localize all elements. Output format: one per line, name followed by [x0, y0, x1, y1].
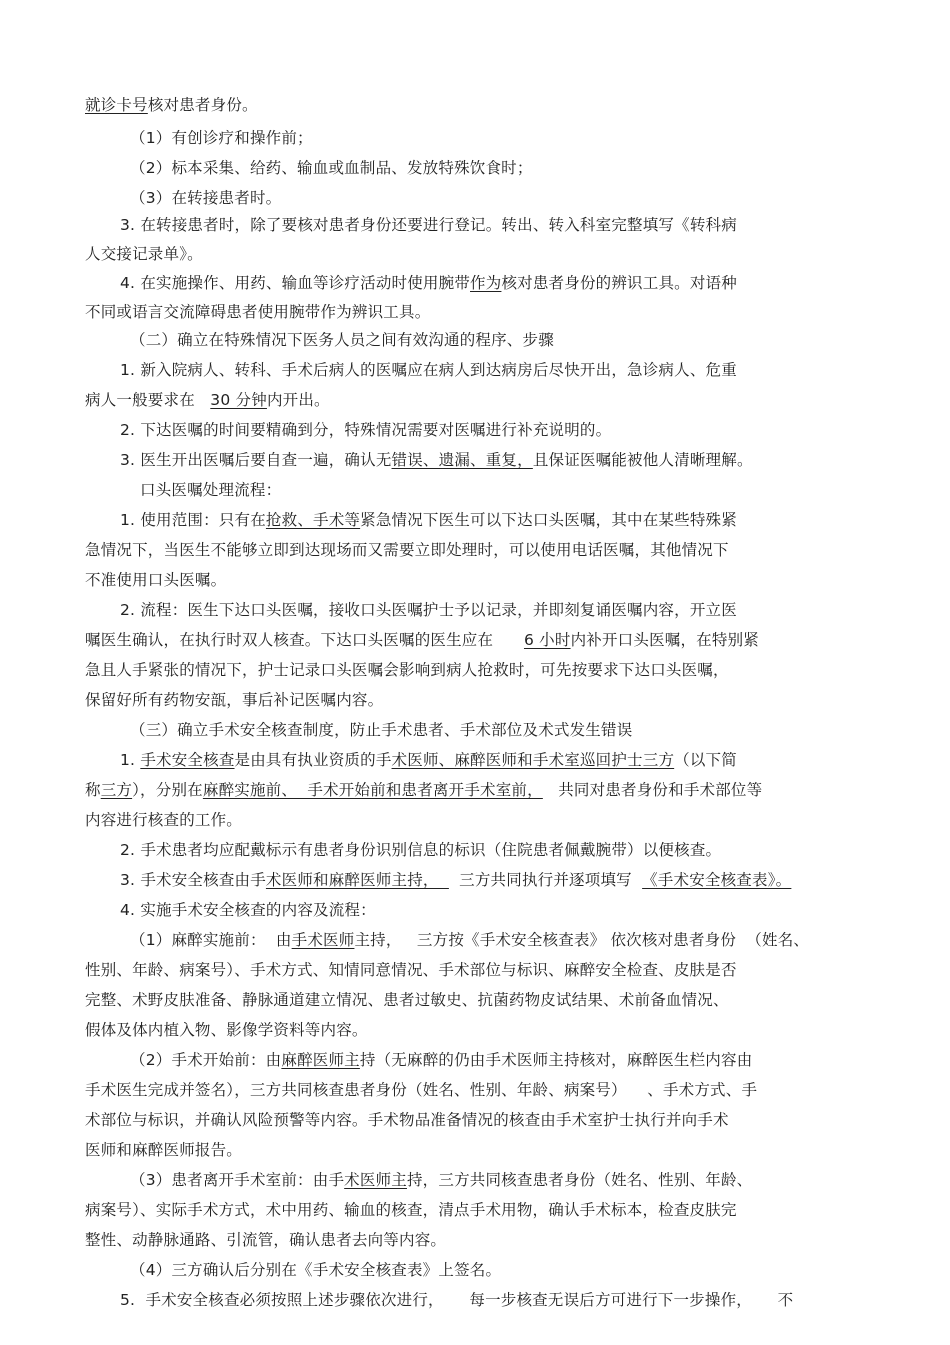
text-line: [85, 1110, 729, 1130]
text-run: 核对患者身份的辨识工具。对语种: [501, 274, 737, 292]
text-run: 急情况下，当医生不能够立即到达现场而又需要立即处理时，可以使用电话医嘱，其他情况下: [85, 541, 729, 559]
text-line: [85, 780, 762, 800]
text-run: 4. 实施手术安全核查的内容及流程：: [120, 901, 376, 919]
underlined-text: 6 小时: [523, 631, 571, 649]
text-run: 持，三方共同核查患者身份（姓名、性别、年龄、: [406, 1171, 753, 1189]
text-run: 三方共同执行并逐项填写: [448, 871, 643, 889]
text-run: 内开出。: [266, 391, 330, 409]
text-run: 1.: [120, 751, 141, 769]
text-run: 主持， 三方按《手术安全核查表》 依次核对患者身份 （姓名、: [354, 931, 810, 949]
text-run: 持（无麻醉的仍由手术医师主持核对，麻醉医生栏内容由: [359, 1051, 753, 1069]
text-line: [140, 480, 281, 500]
text-line: [85, 810, 242, 830]
text-run: 是由具有执业资质的手: [234, 751, 392, 769]
text-run: （2）标本采集、给药、输血或血制品、发放特殊饮食时；: [130, 159, 533, 177]
text-run: （二）确立在特殊情况下医务人员之间有效沟通的程序、步骤: [130, 331, 554, 349]
text-run: 医师和麻醉医师报告。: [85, 1141, 243, 1159]
text-line: [85, 1200, 737, 1220]
text-run: 完整、术野皮肤准备、静脉通道建立情况、患者过敏史、抗菌药物皮试结果、术前备血情况、: [85, 991, 729, 1009]
text-run: ），分别在: [132, 781, 203, 799]
text-line: [85, 95, 258, 115]
text-run: 1. 新入院病人、转科、手术后病人的医嘱应在病人到达病房后尽快开出，急诊病人、危重: [120, 361, 737, 379]
text-run: （三）确立手术安全核查制度，防止手术患者、手术部位及术式发生错误: [130, 721, 633, 739]
text-run: 3. 手术安全核查由手: [120, 871, 266, 889]
text-run: 术部位与标识，并确认风险预警等内容。手术物品准备情况的核查由手术室护士执行并向手术: [85, 1111, 729, 1129]
text-line: [85, 960, 737, 980]
text-run: 整性、动静脉通路、引流管，确认患者去向等内容。: [85, 1231, 447, 1249]
underlined-text: 手术医师: [291, 931, 355, 949]
text-line: [120, 510, 737, 530]
text-line: [120, 420, 611, 440]
text-run: 3. 医生开出医嘱后要自查一遍，确认无: [120, 451, 392, 469]
text-line: [130, 330, 554, 350]
text-line: [85, 1080, 757, 1100]
text-line: [130, 930, 809, 950]
text-line: [120, 600, 737, 620]
text-run: （3）患者离开手术室前：由手: [130, 1171, 345, 1189]
underlined-text: 术医师主: [344, 1171, 407, 1189]
text-line: [85, 1230, 446, 1250]
text-line: [85, 990, 729, 1010]
underlined-text: 作为: [470, 274, 502, 292]
text-run: 2. 下达医嘱的时间要精确到分，特殊情况需要对医嘱进行补充说明的。: [120, 421, 612, 439]
text-run: 3. 在转接患者时，除了要核对患者身份还要进行登记。转出、转入科室完整填写《转科病: [120, 216, 737, 234]
text-run: 内容进行核查的工作。: [85, 811, 243, 829]
text-run: 人交接记录单》。: [85, 245, 203, 263]
text-run: 保留好所有药物安瓿，事后补记医嘱内容。: [85, 691, 384, 709]
text-run: 紧急情况下医生可以下达口头医嘱，其中在某些特殊紧: [360, 511, 737, 529]
text-run: 口头医嘱处理流程：: [140, 481, 282, 499]
text-run: 不准使用口头医嘱。: [85, 571, 227, 589]
underlined-text: 术医师、麻醉医师和手术室巡回护士三方: [391, 751, 675, 769]
text-line: [85, 302, 430, 322]
underlined-text: 麻醉实施前、 手术开始前和患者离开手术室前，: [202, 781, 543, 799]
text-run: 1. 使用范围：只有在: [120, 511, 266, 529]
text-run: （1）麻醉实施前： 由: [130, 931, 292, 949]
text-run: （3）在转接患者时。: [130, 189, 282, 207]
text-line: [130, 188, 281, 208]
text-run: 不同或语言交流障碍患者使用腕带作为辨识工具。: [85, 303, 431, 321]
text-line: [120, 840, 721, 860]
text-run: （4）三方确认后分别在《手术安全核查表》上签名。: [130, 1261, 502, 1279]
text-line: [85, 540, 729, 560]
text-line: [85, 390, 330, 410]
text-line: [130, 1050, 752, 1070]
text-line: [130, 128, 313, 148]
underlined-text: 手术安全核查: [140, 751, 235, 769]
underlined-text: 《手术安全核查表》。: [642, 871, 792, 889]
text-run: 急且人手紧张的情况下，护士记录口头医嘱会影响到病人抢救时，可先按要求下达口头医嘱，: [85, 661, 729, 679]
text-run: 5. 手术安全核查必须按照上述步骤依次进行， 每一步核查无误后方可进行下一步操作， 不: [120, 1291, 794, 1309]
text-line: [120, 360, 737, 380]
text-line: [120, 900, 376, 920]
text-line: [120, 450, 753, 470]
text-run: 共同对患者身份和手术部位等: [542, 781, 763, 799]
text-run: （2）手术开始前：由: [130, 1051, 282, 1069]
text-line: [120, 750, 737, 770]
underlined-text: 就诊卡号: [85, 96, 148, 114]
text-run: （以下简: [674, 751, 737, 769]
underlined-text: 30 分钟: [210, 391, 267, 409]
underlined-text: 错误、遗漏、重复，: [391, 451, 533, 469]
text-line: [120, 215, 737, 235]
text-line: [85, 1020, 368, 1040]
underlined-text: 三方: [100, 781, 133, 799]
text-line: [85, 690, 383, 710]
text-line: [130, 158, 533, 178]
text-line: [120, 870, 791, 890]
text-run: 假体及体内植入物、影像学资料等内容。: [85, 1021, 368, 1039]
text-run: 手术医生完成并签名），三方共同核查患者身份（姓名、性别、年龄、病案号） 、手术方式、手: [85, 1081, 758, 1099]
text-line: [85, 1140, 242, 1160]
text-line: [130, 1170, 752, 1190]
text-run: 嘱医生确认，在执行时双人核查。下达口头医嘱的医生应在: [85, 631, 524, 649]
text-line: [130, 1260, 501, 1280]
text-run: 性别、年龄、病案号）、手术方式、知情同意情况、手术部位与标识、麻醉安全检查、皮肤是否: [85, 961, 737, 979]
text-run: 2. 流程：医生下达口头医嘱，接收口头医嘱护士予以记录，并即刻复诵医嘱内容，开立医: [120, 601, 737, 619]
text-line: [85, 660, 729, 680]
text-line: [130, 720, 632, 740]
text-line: [120, 1290, 793, 1310]
text-run: 病人一般要求在: [85, 391, 211, 409]
text-line: [85, 244, 203, 264]
text-run: 内补开口头医嘱，在特别紧: [570, 631, 759, 649]
underlined-text: 麻醉医师主: [281, 1051, 360, 1069]
text-line: [120, 273, 737, 293]
text-run: 且保证医嘱能被他人清晰理解。: [532, 451, 753, 469]
underlined-text: 抢救、手术等: [265, 511, 361, 529]
text-run: 核对患者身份。: [147, 96, 258, 114]
text-run: 4. 在实施操作、用药、输血等诊疗活动时使用腕带: [120, 274, 471, 292]
text-run: 2. 手术患者均应配戴标示有患者身份识别信息的标识（住院患者佩戴腕带）以便核查。: [120, 841, 722, 859]
underlined-text: 术医师和麻醉医师主持，: [265, 871, 449, 889]
text-line: [85, 570, 226, 590]
text-line: [85, 630, 759, 650]
text-run: 称: [85, 781, 101, 799]
text-run: 病案号）、实际手术方式，术中用药、输血的核查，清点手术用物，确认手术标本，检查皮肤完: [85, 1201, 737, 1219]
text-run: （1）有创诊疗和操作前；: [130, 129, 313, 147]
